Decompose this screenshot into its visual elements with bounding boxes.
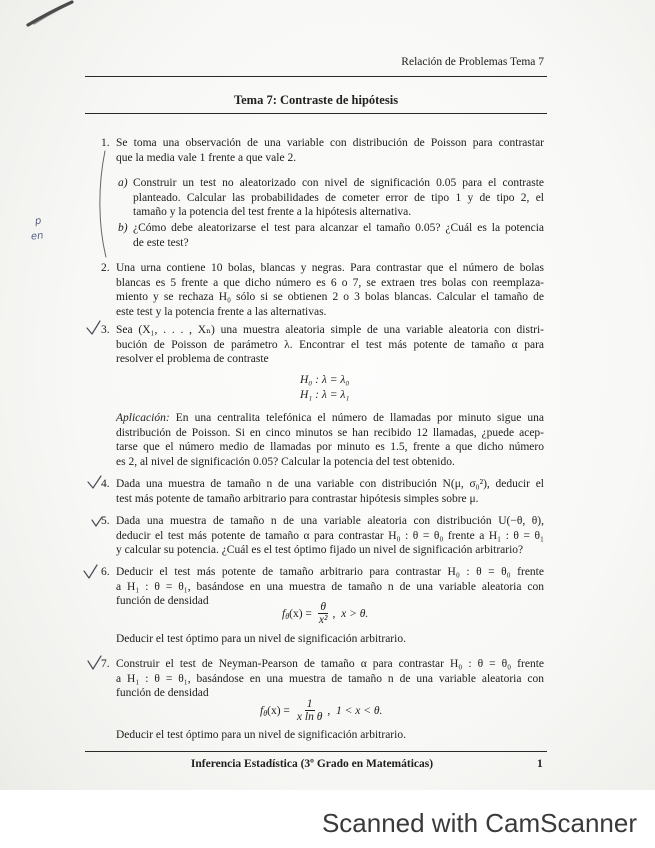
application-label: Aplicación: [116, 412, 170, 424]
problem-text-line: este test y la potencia frente a las alternativas. [116, 305, 327, 318]
problem-text-line: test más potente de tamaño arbitrario para contrastar hipótesis simples sobre μ. [116, 492, 479, 505]
function-subscript: θ [263, 708, 268, 718]
problem-text-line: Se toma una observación de una variable con distribución de Poisson para contrastar [116, 137, 544, 149]
problem-text-line: miento y se rechaza H₀ sólo si se obtienen 2 o 3 bolas blancas. Calcular el tamaño de [116, 291, 544, 303]
problem-text-line: deducir el test más potente de tamaño α para contrastar H₀ : θ = θ₀ frente a H₁ : θ = θ₁ [116, 529, 544, 542]
problem-text-line: Dada una muestra de tamaño n de una variable aleatoria con distribución U(−θ, θ), [116, 515, 544, 527]
problem-text-line: blancas es 5 frente a que dicho número es 6 o 7, se extraen tres bolas con reemplaza- [116, 276, 544, 289]
problem-text-line: Construir un test no aleatorizado con nivel de significación 0.05 para el contraste [133, 177, 544, 189]
problem-text-line: resolver el problema de contraste [116, 353, 269, 365]
subitem-label: a) [118, 177, 128, 189]
problem-text-line: tarse que el número medio de llamadas por minuto es 1.5, frente a que dicho número [116, 441, 544, 453]
problem-number: 7. [101, 658, 110, 670]
problem-text-line: a H₁ : θ = θ₁, basándose en una muestra de tamaño n de una variable aleatoria con [116, 580, 544, 593]
fraction [295, 698, 324, 724]
subitem-label: b) [118, 222, 128, 234]
problem-number: 3. [101, 324, 110, 336]
problem-text-line: a H₁ : θ = θ₁, basándose en una muestra de tamaño n de una variable aleatoria con [116, 672, 544, 685]
equation-condition: , 1 < x < θ. [327, 705, 383, 717]
application-text: En una centralita telefónica el número de llamadas por minuto sigue una [175, 412, 545, 424]
margin-note: p [34, 215, 43, 228]
header-rule [85, 76, 547, 77]
fraction-numerator: θ [320, 601, 327, 613]
function-symbol: f [260, 704, 264, 717]
equation-condition: , x > θ. [332, 608, 369, 620]
problem-4 [101, 477, 544, 506]
problem-7-closing [116, 728, 544, 743]
problem-text-line: de este test? [133, 236, 189, 249]
density-equation [282, 601, 368, 627]
density-equation [260, 698, 382, 724]
problem-text-line: Sea (X₁, . . . , Xₙ) una muestra aleatoria simple de una variable aleatoria con distri- [116, 324, 544, 336]
function-argument: (x) = [289, 607, 312, 620]
problem-text-line: Una urna contiene 10 bolas, blancas y negras. Para contrastar que el número de bolas [116, 262, 544, 274]
problem-text-line: función de densidad [116, 687, 209, 699]
problem-6-closing [116, 632, 544, 647]
problem-text-line: planteado. Calcular las probabilidades de cometer error de tipo 1 y de tipo 2, el [133, 191, 544, 204]
fraction-denominator: x ln θ [296, 711, 323, 723]
equation-lhs [260, 705, 290, 718]
problem-number: 1. [101, 137, 110, 149]
problem-number: 5. [101, 515, 110, 527]
problem-number: 2. [101, 262, 110, 274]
problem-5 [101, 514, 544, 558]
problem-number: 6. [101, 566, 110, 578]
problem-text-line: bución de Poisson de parámetro λ. Encontrar el test más potente de tamaño α para [116, 338, 544, 351]
fraction [317, 601, 330, 627]
equation-lhs [282, 608, 312, 621]
scanner-watermark: Scanned with CamScanner [321, 808, 637, 838]
problem-text-line: tamaño y la potencia del test frente a la hipótesis alternativa. [133, 206, 412, 218]
title-rule [85, 113, 547, 114]
problem-text-line: y calcular su potencia. ¿Cuál es el test óptimo fijado un nivel de significación arbitrario? [116, 544, 524, 556]
footer-rule [85, 751, 547, 752]
alternative-hypothesis: H₁ : λ = λ₁ [300, 389, 350, 401]
problem-text-line: Deducir el test óptimo para un nivel de significación arbitrario. [116, 729, 406, 741]
problem-text-line: Deducir el test óptimo para un nivel de significación arbitrario. [116, 633, 406, 645]
problem-number: 4. [101, 478, 110, 490]
function-subscript: θ [285, 611, 290, 621]
function-symbol: f [282, 607, 286, 620]
problem-text-line: distribución de Poisson. Si en cinco minutos se han recibido 12 llamadas, ¿puede acep- [116, 426, 544, 439]
problem-2 [101, 261, 544, 319]
page-title: Tema 7: Contraste de hipótesis [233, 93, 399, 107]
margin-note: en [30, 230, 45, 243]
null-hypothesis: H₀ : λ = λ₀ [300, 374, 350, 386]
problem-3-application [116, 411, 544, 469]
problem-7 [101, 657, 544, 701]
function-argument: (x) = [267, 704, 290, 717]
problem-text-line: Dada una muestra de tamaño n de una variable con distribución N(μ, σ₀²), deducir el [116, 478, 544, 490]
problem-3 [101, 323, 544, 367]
footer-course: Inferencia Estadística (3º Grado en Matemáticas) [190, 758, 434, 770]
fraction-denominator: x² [318, 614, 328, 626]
problem-text-line: ¿Cómo debe aleatorizarse el test para alcanzar el tamaño 0.05? ¿Cuál es la potencia [133, 222, 544, 234]
problem-text-line: es 2, al nivel de significación 0.05? Calcular la potencia del test obtenido. [116, 455, 455, 468]
problem-1-part-b [118, 221, 544, 250]
problem-text-line: Construir el test de Neyman-Pearson de tamaño α para contrastar H₀ : θ = θ₀ frente [116, 658, 544, 670]
problem-text-line: función de densidad [116, 595, 209, 607]
fraction-numerator: 1 [306, 698, 313, 710]
problem-1-part-a [118, 176, 544, 220]
problem-text-line [116, 411, 544, 426]
problem-text-line: Deducir el test más potente de tamaño arbitrario para contrastar H₀ : θ = θ₀ frente [116, 566, 544, 578]
problem-text-line: que la media vale 1 frente a que vale 2. [116, 151, 297, 164]
page-number: 1 [537, 758, 543, 770]
problem-1 [101, 136, 544, 165]
hypotheses-equation [300, 373, 349, 403]
running-header: Relación de Problemas Tema 7 [401, 56, 544, 68]
